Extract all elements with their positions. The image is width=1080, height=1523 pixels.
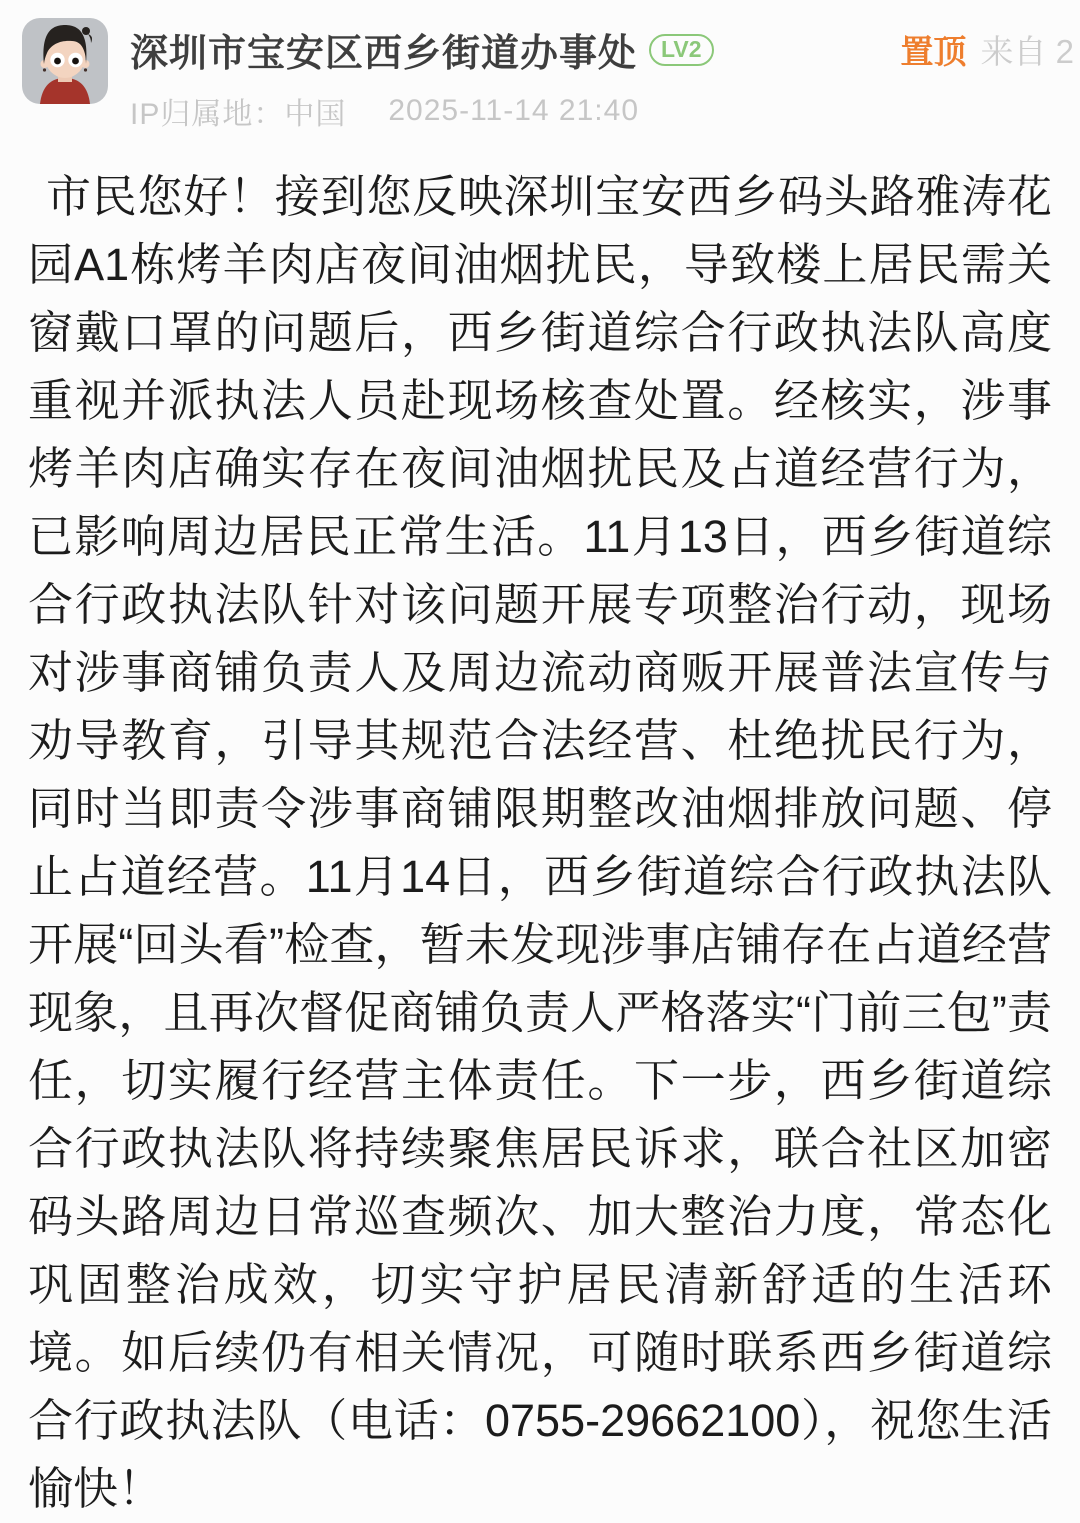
post-body-text: 市民您好！接到您反映深圳宝安西乡码头路雅涛花园A1栋烤羊肉店夜间油烟扰民，导致楼上居民需关窗戴口罩的问题后，西乡街道综合行政执法队高度重视并派执法人员赴现场核查处置。经核实，涉事烤羊肉店确实存在夜间油烟扰民及占道经营行为，已影响周边居民正常生活。11月13日，西乡街道综合行政执法队针对该问题开展专项整治行动，现场对涉事商铺负责人及周边流动商贩开展普法宣传与劝导教育，引导其规范合法经营、杜绝扰民行为，同时当即责令涉事商铺限期整改油烟排放问题、停止占道经营。11月14日，西乡街道综合行政执法队开展“回头看”检查，暂未发现涉事店铺存在占道经营现象，且再次督促商铺负责人严格落实“门前三包”责任，切实履行经营主体责任。下一步，西乡街道综合行政执法队将持续聚焦居民诉求，联合社区加密码头路周边日常巡查频次、加大整治力度，常态化巩固整治成效，切实守护居民清新舒适的生活环境。如后续仍有相关情况，可随时联系西乡街道综合行政执法队（电话：0755-29662100），祝您生活愉快！ (28, 171, 1052, 1514)
level-badge: LV2 (649, 34, 713, 66)
ip-location-label: IP归属地：中国 (130, 98, 347, 131)
username[interactable]: 深圳市宝安区西乡街道办事处 (130, 33, 638, 75)
header-right-group (900, 26, 1074, 73)
pinned-badge: 置顶 (900, 33, 967, 70)
timestamp: 2025-11-14 21:40 (388, 94, 639, 127)
post-header (0, 18, 1080, 133)
header-row-meta (130, 89, 1074, 133)
header-row-top (130, 22, 1074, 77)
header-main (130, 18, 1074, 133)
cartoon-boy-avatar-icon (22, 18, 108, 104)
via-source-link[interactable]: 来自 2 (980, 33, 1074, 70)
avatar[interactable] (22, 18, 108, 104)
